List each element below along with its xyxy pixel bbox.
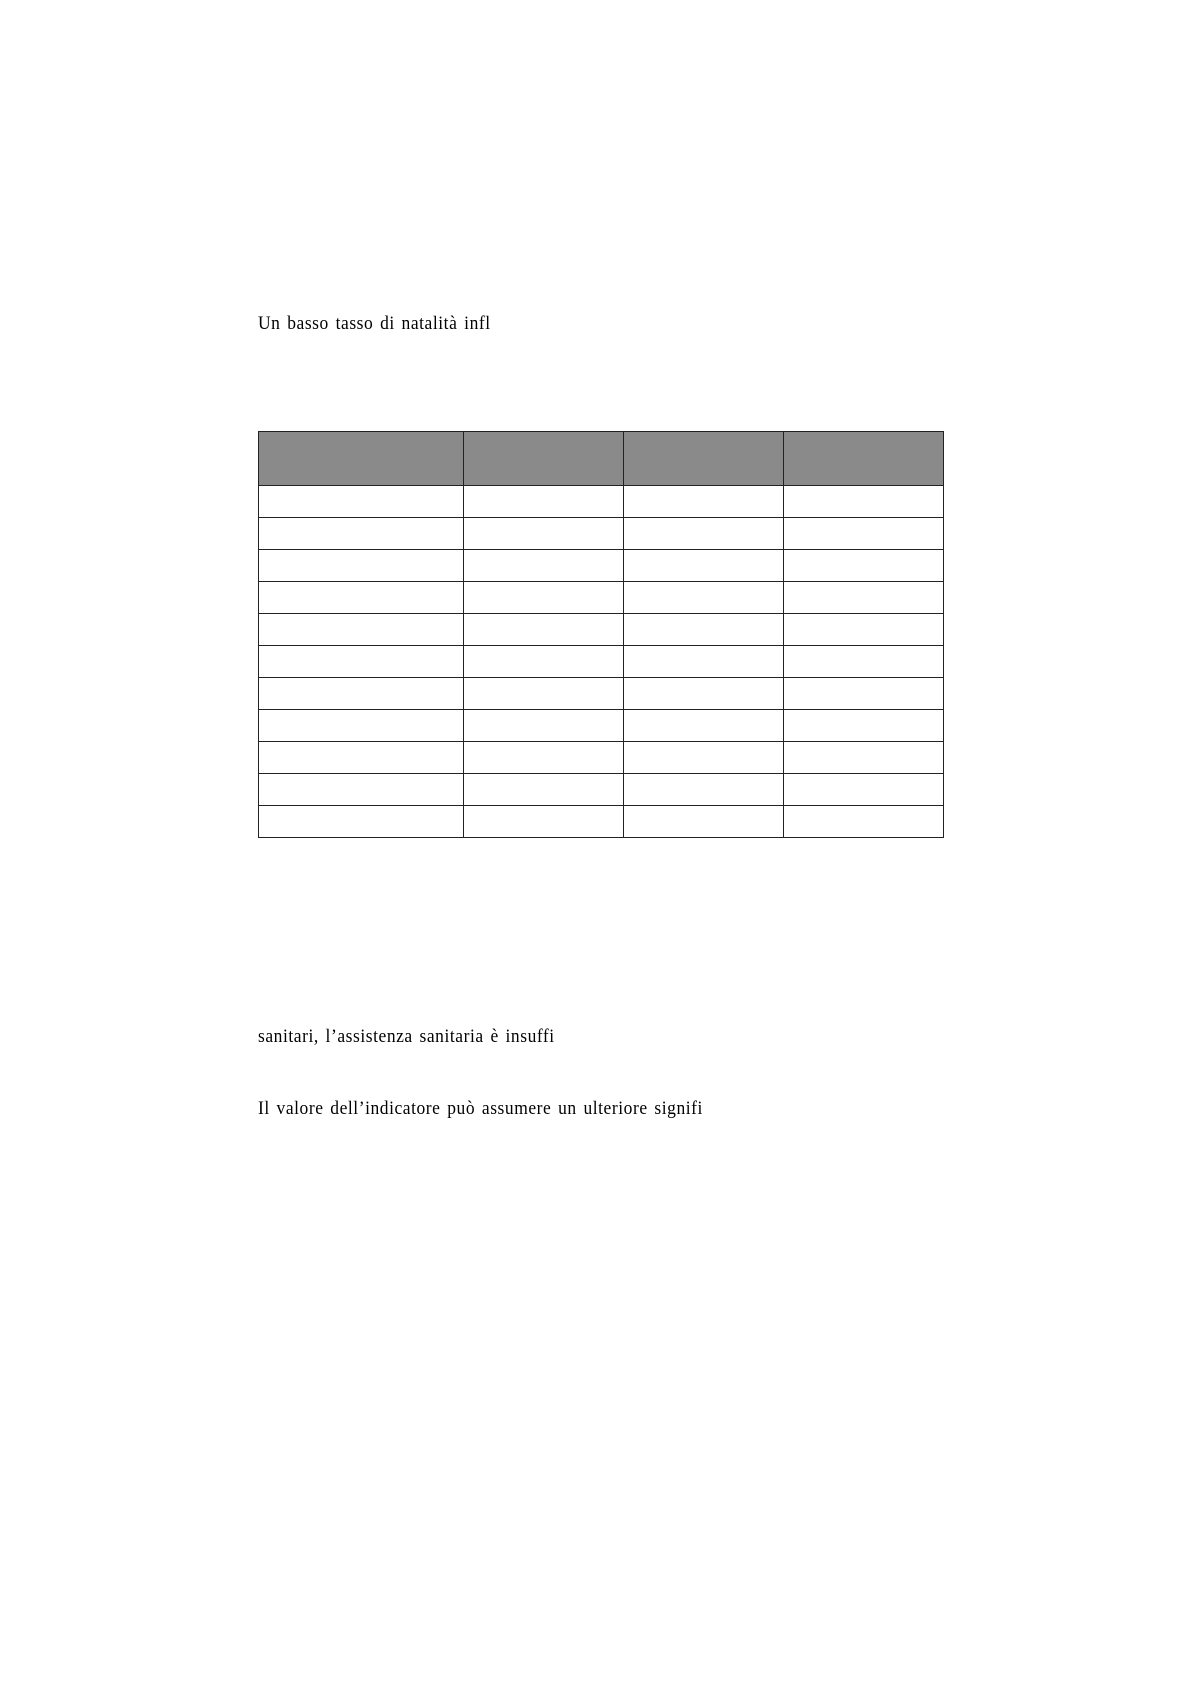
table-cell xyxy=(784,742,944,774)
table-cell xyxy=(784,678,944,710)
table-cell xyxy=(464,710,624,742)
table-cell xyxy=(784,774,944,806)
table-cell xyxy=(784,518,944,550)
table-cell xyxy=(624,710,784,742)
table-row xyxy=(259,742,944,774)
table-row xyxy=(259,614,944,646)
table-cell xyxy=(784,582,944,614)
table-cell xyxy=(464,678,624,710)
table-cell xyxy=(259,550,464,582)
table-cell xyxy=(784,550,944,582)
data-table xyxy=(258,431,944,838)
table-cell xyxy=(464,518,624,550)
table-cell xyxy=(624,678,784,710)
table-row xyxy=(259,518,944,550)
table-cell xyxy=(464,582,624,614)
table-row xyxy=(259,646,944,678)
table-cell xyxy=(259,678,464,710)
table-cell xyxy=(624,550,784,582)
table-cell xyxy=(784,486,944,518)
table-cell xyxy=(464,806,624,838)
table-cell xyxy=(464,742,624,774)
table-cell xyxy=(784,806,944,838)
table-row xyxy=(259,582,944,614)
table-cell xyxy=(259,742,464,774)
table-cell xyxy=(259,486,464,518)
table-cell xyxy=(464,550,624,582)
table-cell xyxy=(624,518,784,550)
table-header-cell xyxy=(624,432,784,486)
table-row xyxy=(259,678,944,710)
table-row xyxy=(259,774,944,806)
table-header-cell xyxy=(259,432,464,486)
table-cell xyxy=(259,518,464,550)
table-cell xyxy=(259,646,464,678)
table-cell xyxy=(784,710,944,742)
table-row xyxy=(259,710,944,742)
paragraph-indicator-value: Il valore dell’indicatore può assumere un ulteriore signifi xyxy=(258,1098,703,1119)
table-cell xyxy=(464,614,624,646)
table-cell xyxy=(464,774,624,806)
table-row xyxy=(259,550,944,582)
table-cell xyxy=(259,582,464,614)
table-cell xyxy=(624,774,784,806)
table-cell xyxy=(784,646,944,678)
table-cell xyxy=(624,646,784,678)
table-cell xyxy=(259,710,464,742)
table-cell xyxy=(624,582,784,614)
table-cell xyxy=(624,806,784,838)
table-cell xyxy=(464,486,624,518)
table-row xyxy=(259,486,944,518)
table-cell xyxy=(624,486,784,518)
table-cell xyxy=(624,614,784,646)
paragraph-healthcare: sanitari, l’assistenza sanitaria è insuffi xyxy=(258,1026,555,1047)
table-header-cell xyxy=(464,432,624,486)
table-cell xyxy=(784,614,944,646)
table-cell xyxy=(259,774,464,806)
table-row xyxy=(259,806,944,838)
table-cell xyxy=(624,742,784,774)
table-cell xyxy=(259,806,464,838)
table-cell xyxy=(464,646,624,678)
table-header-cell xyxy=(784,432,944,486)
table-cell xyxy=(259,614,464,646)
paragraph-birth-rate: Un basso tasso di natalità infl xyxy=(258,313,491,334)
table-header-row xyxy=(259,432,944,486)
